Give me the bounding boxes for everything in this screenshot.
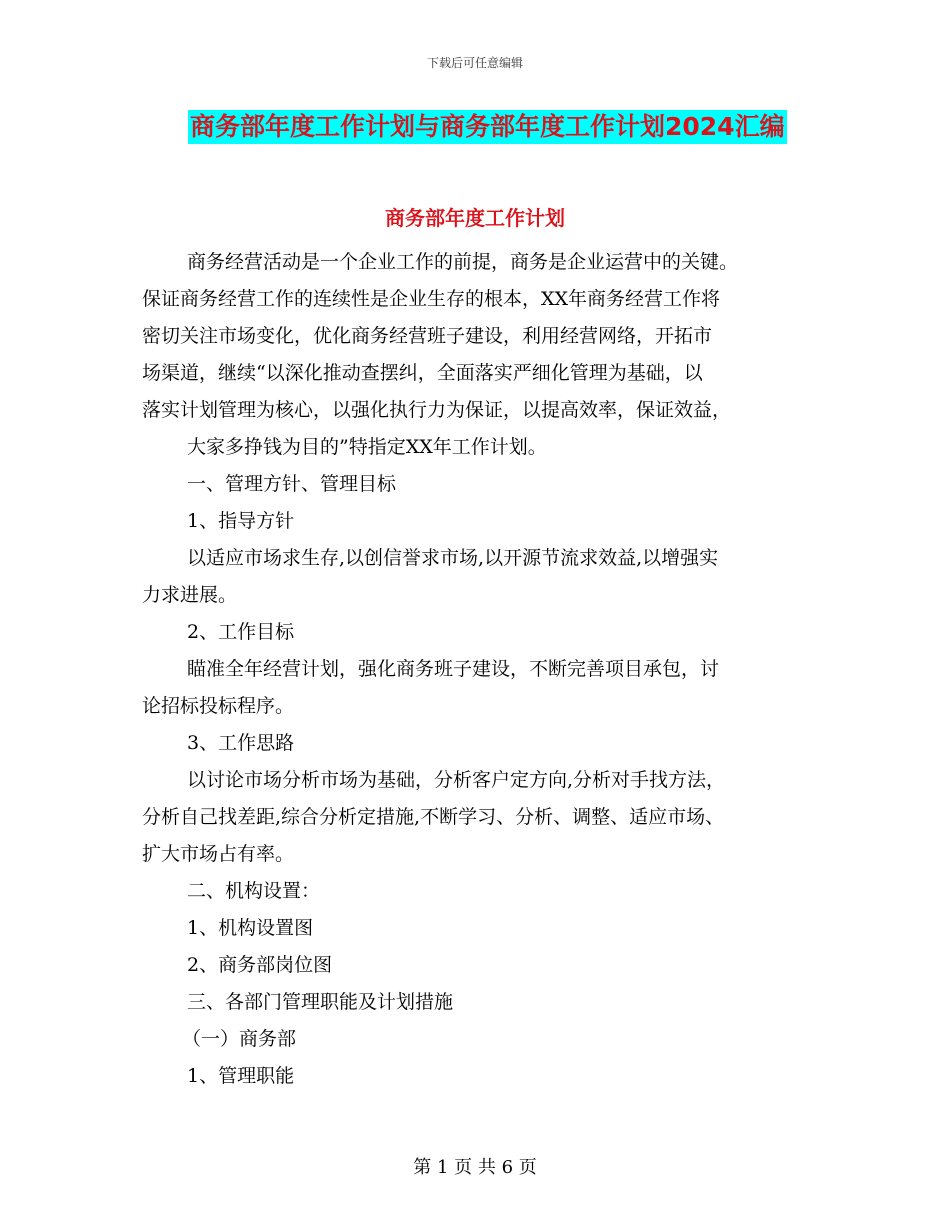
- paragraph-line: 保证商务经营工作的连续性是企业生存的根本，XX年商务经营工作将: [142, 288, 721, 310]
- subheading-org-chart: 1、机构设置图: [187, 917, 314, 939]
- heading-department-functions: 三、各部门管理职能及计划措施: [187, 991, 454, 1013]
- paragraph-line: 场渠道，继续“以深化推动查摆纠，全面落实严细化管理为基础，以: [142, 362, 703, 384]
- heading-management-policy: 一、管理方针、管理目标: [187, 473, 397, 495]
- paragraph-line: 论招标投标程序。: [142, 695, 295, 717]
- paragraph-line: 大家多挣钱为目的”特指定XX年工作计划。: [187, 436, 547, 458]
- section-title: 商务部年度工作计划: [385, 206, 565, 230]
- subheading-commerce-dept: （一）商务部: [182, 1028, 297, 1050]
- paragraph-line: 扩大市场占有率。: [142, 843, 295, 865]
- heading-organization: 二、机构设置：: [187, 880, 321, 902]
- paragraph-line: 密切关注市场变化，优化商务经营班子建设，利用经营网络，开拓市: [142, 325, 713, 347]
- paragraph-line: 以讨论市场分析市场为基础，分析客户定方向,分析对手找方法，: [187, 769, 726, 791]
- subheading-work-approach: 3、工作思路: [187, 732, 295, 754]
- document-title: 商务部年度工作计划与商务部年度工作计划2024汇编: [188, 110, 787, 144]
- page-number: 第 1 页 共 6 页: [413, 1157, 537, 1178]
- paragraph-line: 商务经营活动是一个企业工作的前提，商务是企业运营中的关键。: [187, 251, 739, 273]
- subheading-position-chart: 2、商务部岗位图: [187, 954, 333, 976]
- header-note: 下载后可任意编辑: [426, 56, 523, 70]
- paragraph-line: 瞄准全年经营计划，强化商务班子建设，不断完善项目承包，讨: [187, 658, 720, 680]
- document-body: [142, 244, 842, 1095]
- paragraph-line: 以适应市场求生存,以创信誉求市场,以开源节流求效益,以增强实: [187, 547, 719, 569]
- subheading-guiding-policy: 1、指导方针: [187, 510, 295, 532]
- subheading-management-functions: 1、管理职能: [187, 1065, 295, 1087]
- paragraph-line: 分析自己找差距,综合分析定措施,不断学习、分析、调整、适应市场、: [142, 806, 725, 828]
- paragraph-line: 力求进展。: [142, 584, 238, 606]
- subheading-work-goals: 2、工作目标: [187, 621, 295, 643]
- paragraph-line: 落实计划管理为核心，以强化执行力为保证，以提高效率，保证效益，: [142, 399, 732, 421]
